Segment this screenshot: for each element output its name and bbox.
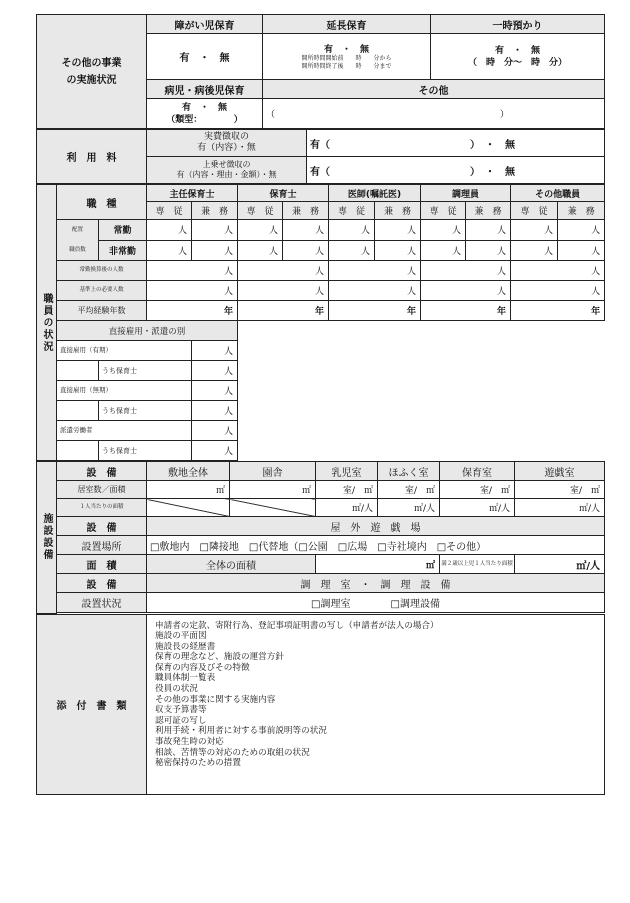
actual-fee-value[interactable]: 有（ ） ・ 無 [307, 130, 605, 157]
crawl-per-capita[interactable]: ㎡/人 [378, 499, 440, 517]
dispatch-label: 派遣労働者 [57, 421, 192, 441]
full-label: 専 従 [147, 202, 192, 220]
employment-permanent-nurse-label: うち保育士 [99, 401, 192, 421]
sick-care-header: 病児・病後児保育 [147, 80, 263, 99]
required-row [37, 281, 605, 301]
count-cell[interactable]: 人 [283, 220, 329, 241]
fte-row [37, 261, 605, 281]
count-cell[interactable]: 人 [375, 220, 421, 241]
playground-label: 屋 外 遊 戯 場 [147, 517, 605, 536]
application-form [36, 14, 604, 795]
attachment-item: 役員の状況 [155, 684, 198, 695]
extra-fee-label: 上乗せ徴収の 有（内容・理由・金額）・無 [147, 157, 307, 184]
employment-permanent-nurse-value[interactable]: 人 [192, 401, 238, 421]
col-building: 園舎 [230, 462, 316, 481]
attachment-item: 施設の平面図 [155, 631, 207, 642]
count-cell[interactable]: 人 [147, 240, 192, 261]
install-label: 設置状況 [57, 593, 147, 613]
concurrent-label: 兼 務 [192, 202, 238, 220]
regular-label: 常勤 [99, 220, 147, 241]
blank-area [238, 321, 605, 461]
count-cell[interactable]: 人 [558, 220, 605, 241]
years-cell[interactable]: 年 [329, 301, 421, 321]
nursery-per-capita[interactable]: ㎡/人 [440, 499, 515, 517]
count-cell[interactable]: 人 [147, 220, 192, 241]
role-doctor: 医師(嘱託医) [329, 185, 421, 202]
employment-fixed-nurse-label: うち保育士 [99, 361, 192, 381]
attachment-item: 職員体制一覧表 [155, 673, 216, 684]
temp-care-value[interactable]: 有 ・ 無 （ 時 分～ 時 分） [431, 34, 605, 80]
full-label: 専 従 [421, 202, 466, 220]
attachment-item: 認可証の写し [155, 715, 207, 726]
role-cook: 調理員 [421, 185, 511, 202]
col-infant-room: 乳児室 [316, 462, 378, 481]
concurrent-label: 兼 務 [283, 202, 329, 220]
staff-section-label: 職員の状況 [37, 185, 57, 461]
count-cell[interactable]: 人 [466, 220, 511, 241]
equip-label: 設 備 [57, 462, 147, 481]
other-header: その他 [263, 80, 605, 99]
indent-cell [57, 441, 99, 461]
employment-permanent-value[interactable]: 人 [192, 381, 238, 401]
kitchen-options[interactable]: □調理室 □調理設備 [147, 593, 605, 613]
extended-care-header: 延長保育 [263, 15, 431, 34]
dispatch-nurse-label: うち保育士 [99, 441, 192, 461]
play-per-capita[interactable]: ㎡/人 [515, 499, 605, 517]
count-cell[interactable]: 人 [421, 220, 466, 241]
count-cell[interactable]: 人 [329, 240, 375, 261]
fee-table [36, 129, 605, 184]
attachment-item: 申請者の定款、寄附行為、登記事項証明書の写し（申請者が法人の場合） [155, 620, 439, 631]
col-play-room: 遊戯室 [515, 462, 605, 481]
full-label: 専 従 [511, 202, 558, 220]
total-area-value[interactable]: ㎡ [316, 555, 440, 574]
count-cell[interactable]: 人 [238, 240, 283, 261]
col-site: 敷地全体 [147, 462, 230, 481]
attachments-table [36, 614, 605, 795]
role-label: 職 種 [57, 185, 147, 220]
count-cell[interactable]: 人 [192, 220, 238, 241]
years-cell[interactable]: 年 [147, 301, 238, 321]
equip-label: 設 備 [57, 574, 147, 593]
actual-fee-label: 実費徴収の 有（内容）・無 [147, 130, 307, 157]
concurrent-label: 兼 務 [558, 202, 605, 220]
attachments-label: 添 付 書 類 [37, 614, 147, 794]
disabled-care-value[interactable]: 有 ・ 無 [147, 34, 263, 80]
area-label: 面 積 [57, 555, 147, 574]
nursery-room-value[interactable]: 室/ ㎡ [440, 481, 515, 499]
play-room-value[interactable]: 室/ ㎡ [515, 481, 605, 499]
fee-label: 利 用 料 [37, 130, 147, 184]
count-cell[interactable]: 人 [192, 240, 238, 261]
attachment-item: その他の事業に関する実施内容 [155, 694, 276, 705]
dispatch-nurse-value[interactable]: 人 [192, 441, 238, 461]
sick-care-value[interactable]: 有 ・ 無 （類型： ） [147, 99, 263, 129]
dispatch-value[interactable]: 人 [192, 421, 238, 441]
kitchen-label: 調 理 室 ・ 調 理 設 備 [147, 574, 605, 593]
employment-header: 直接雇用・派遣の別 [57, 321, 238, 341]
attachment-item: 相談、苦情等の対応のための取組の状況 [155, 747, 310, 758]
fte-cell[interactable]: 人 [238, 261, 329, 281]
other-business-table [36, 14, 605, 129]
attachment-item: 保育の理念など、施設の運営方針 [155, 652, 284, 663]
extended-care-yes-no: 有 ・ 無 [323, 45, 369, 55]
indent-cell [57, 361, 99, 381]
role-other: その他職員 [511, 185, 605, 202]
over2-value[interactable]: ㎡/人 [515, 555, 605, 574]
count-cell[interactable]: 人 [329, 220, 375, 241]
attachment-item: 事故発生時の対応 [155, 737, 224, 748]
attachment-item: 利用手続・利用者に対する事前説明等の状況 [155, 726, 327, 737]
required-cell[interactable]: 人 [511, 281, 605, 301]
concurrent-label: 兼 務 [375, 202, 421, 220]
fte-cell[interactable]: 人 [511, 261, 605, 281]
required-cell[interactable]: 人 [147, 281, 238, 301]
col-crawl-room: ほふく室 [378, 462, 440, 481]
part-time-row [37, 240, 605, 261]
infant-per-capita[interactable]: ㎡/人 [316, 499, 378, 517]
site-sqm[interactable]: ㎡ [147, 481, 230, 499]
role-head-nurse: 主任保育士 [147, 185, 238, 202]
placement-label: 配置 職員数 [57, 220, 99, 261]
extended-start: 開所時間開始前 時 分から [301, 55, 392, 62]
avg-years-row [37, 301, 605, 321]
facility-section-label: 施設設備 [37, 462, 57, 614]
count-cell[interactable]: 人 [558, 240, 605, 261]
required-cell[interactable]: 人 [421, 281, 511, 301]
concurrent-label: 兼 務 [466, 202, 511, 220]
over2-label: 満２歳以上児１人当たり面積 [440, 555, 515, 574]
count-cell[interactable]: 人 [511, 220, 558, 241]
part-time-label: 非常勤 [99, 240, 147, 261]
extra-fee-value[interactable]: 有（ ） ・ 無 [307, 157, 605, 184]
disabled-care-header: 障がい児保育 [147, 15, 263, 34]
infant-room-value[interactable]: 室/ ㎡ [316, 481, 378, 499]
fte-label: 常勤換算後の人数 [57, 261, 147, 281]
extended-care-cell[interactable] [263, 34, 431, 80]
diagonal-cell [147, 499, 230, 517]
years-cell[interactable]: 年 [511, 301, 605, 321]
facility-table [36, 461, 605, 614]
building-sqm[interactable]: ㎡ [230, 481, 316, 499]
total-area-label: 全体の面積 [147, 555, 316, 574]
count-cell[interactable]: 人 [375, 240, 421, 261]
employment-fixed-value[interactable]: 人 [192, 341, 238, 361]
full-label: 専 従 [329, 202, 375, 220]
attachments-list [147, 614, 605, 794]
required-label: 基準上の必要人数 [57, 281, 147, 301]
diagonal-cell [230, 499, 316, 517]
attachment-item: 収支予算書等 [155, 705, 207, 716]
count-cell[interactable]: 人 [511, 240, 558, 261]
required-cell[interactable]: 人 [329, 281, 421, 301]
temp-care-header: 一時預かり [431, 15, 605, 34]
employment-fixed-nurse-value[interactable]: 人 [192, 361, 238, 381]
fte-cell[interactable]: 人 [147, 261, 238, 281]
location-label: 設置場所 [57, 536, 147, 555]
attachment-item: 施設長の経歴書 [155, 641, 216, 652]
count-cell[interactable]: 人 [421, 240, 466, 261]
staff-table [36, 184, 605, 461]
fte-cell[interactable]: 人 [329, 261, 421, 281]
count-cell[interactable]: 人 [466, 240, 511, 261]
equip-label: 設 備 [57, 517, 147, 536]
per-capita-label: １人当たりの面積 [57, 499, 147, 517]
other-business-label: その他の事業 の実施状況 [37, 15, 147, 129]
col-nursery-room: 保育室 [440, 462, 515, 481]
attachment-item: 保育の内容及びその特徴 [155, 662, 250, 673]
employment-header-row [37, 321, 605, 341]
extended-end: 開所時間終了後 時 分まで [301, 63, 392, 70]
years-cell[interactable]: 年 [238, 301, 329, 321]
count-cell[interactable]: 人 [238, 220, 283, 241]
crawl-room-value[interactable]: 室/ ㎡ [378, 481, 440, 499]
fte-cell[interactable]: 人 [421, 261, 511, 281]
attachment-item: 秘密保持のための措置 [155, 758, 241, 769]
full-label: 専 従 [238, 202, 283, 220]
employment-fixed-label: 直接雇用（有期） [57, 341, 192, 361]
required-cell[interactable]: 人 [238, 281, 329, 301]
location-options[interactable]: □敷地内 □隣接地 □代替地（□公園 □広場 □寺社境内 □その他） [147, 536, 605, 555]
regular-row [37, 220, 605, 241]
rooms-area-label: 居室数／面積 [57, 481, 147, 499]
years-cell[interactable]: 年 [421, 301, 511, 321]
employment-permanent-label: 直接雇用（無期） [57, 381, 192, 401]
indent-cell [57, 401, 99, 421]
avg-years-label: 平均経験年数 [57, 301, 147, 321]
role-nurse: 保育士 [238, 185, 329, 202]
count-cell[interactable]: 人 [283, 240, 329, 261]
other-value[interactable]: （ ） [263, 99, 605, 129]
